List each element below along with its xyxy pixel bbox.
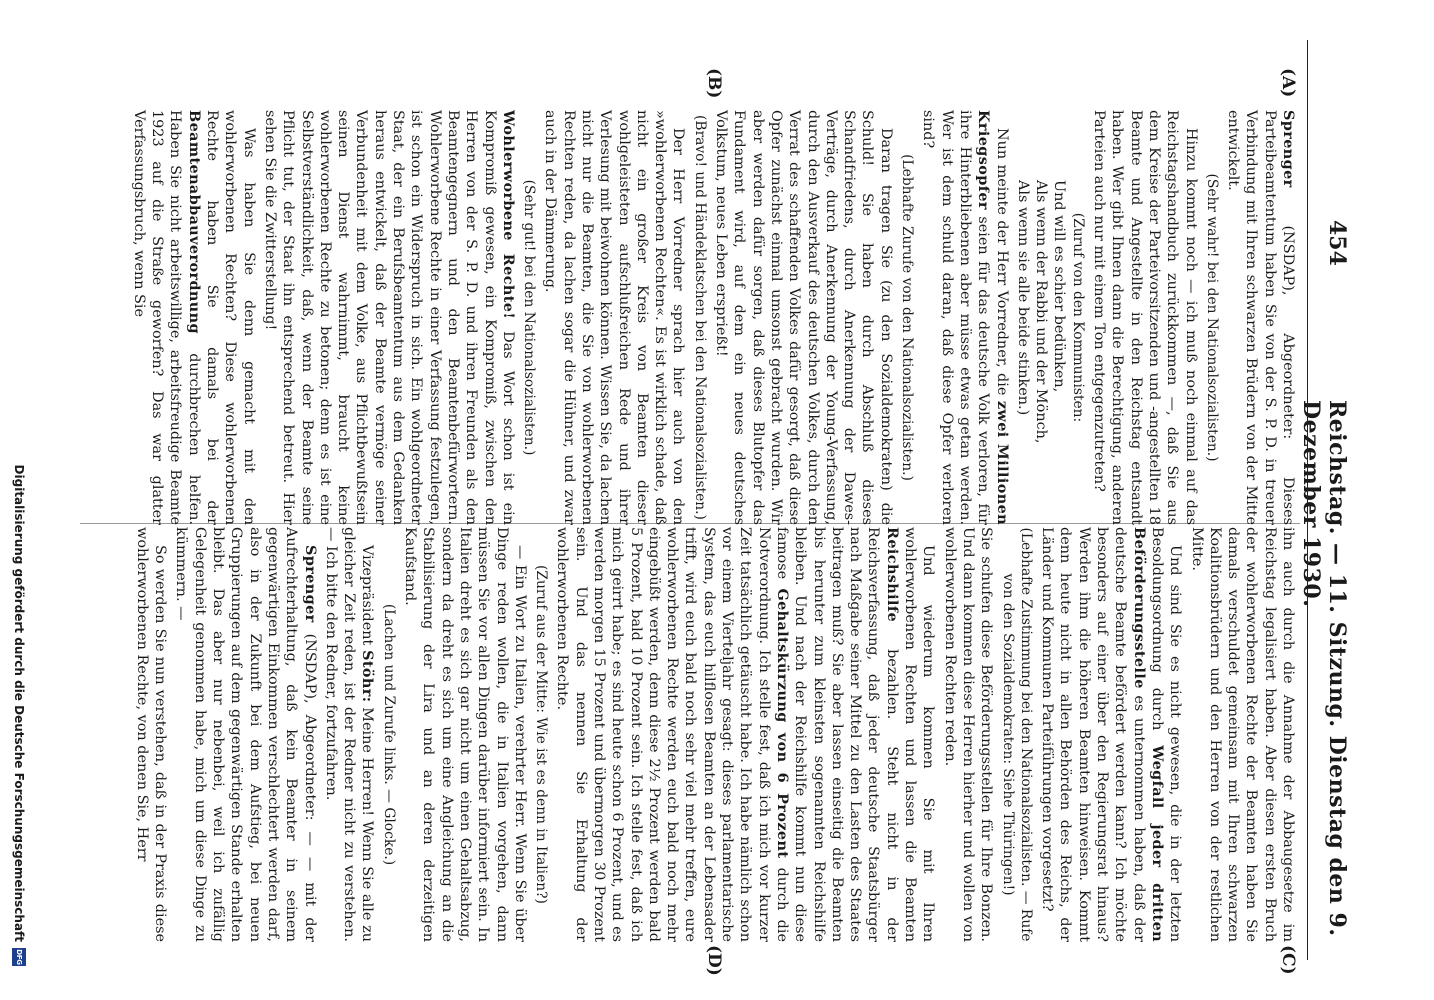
margin-marker-c: (C) <box>1278 945 1298 975</box>
paragraph-text: Was haben Sie denn gemacht mit den wohlerworbenen Rechten? Diese wohlerworbenen Rechte haben Sie damals bei der <box>204 110 257 525</box>
paragraph-text: Als wenn der Rabbi und der Mönch, <box>1033 180 1050 444</box>
right-interjection <box>379 527 397 942</box>
paragraph-text: Und will es schier bedünken, <box>1051 180 1068 393</box>
emphasis-text: Beamtenabbauverordnung <box>185 110 203 334</box>
emphasis-text: Reichshilfe <box>883 527 901 623</box>
left-paragraph <box>1090 110 1200 525</box>
emphasis-text: Wegfall jeder dritten Beförderungsstelle <box>1130 527 1166 942</box>
paragraph-text: Und sind Sie es nicht gewesen, die in der letzten Besoldungsordnung durch <box>1148 527 1184 942</box>
left-paragraph <box>1224 110 1297 525</box>
left-interjection <box>691 110 709 525</box>
right-paragraph <box>1187 527 1297 942</box>
paragraph-text: (Sehr wahr! bei den Nationalsozialisten.) <box>1203 173 1220 462</box>
left-paragraph <box>261 110 517 525</box>
margin-marker-b: (B) <box>704 68 724 99</box>
right-paragraph <box>322 527 377 942</box>
paragraph-text: (Zuruf aus der Mitte: Wie ist es denn in Italien?) <box>533 565 550 904</box>
speaker-name: Sprenger <box>1280 110 1297 188</box>
credit-text: Digitalisierung gefördert durch die Deutsche Forschungsgemeinschaft <box>12 464 26 942</box>
paragraph-text-continued: es unternommen haben, daß der deutsche Beamte befördert werden kann? Ich möchte besonders auf einer über den Regierungsrat hinaus? Werden ihm die höheren Beamten hinweisen. Kommt denn heute nicht in allen Behörden des Reichs, der Länder und Kommunen Parteiführungen vorgesetzt? <box>1039 527 1147 942</box>
left-paragraph <box>541 110 687 525</box>
emphasis-text: Gehaltskürzung von 6 Prozent <box>773 588 791 859</box>
right-interjection <box>998 527 1035 942</box>
paragraph-text-continued: seien für das deutsche Volk verloren, für ihre Hinterbliebenen aber müsse etwas getan werden. Wer ist dem schuld daran, daß diese Opfer verloren sind? <box>920 110 992 525</box>
left-column <box>130 110 1300 525</box>
paragraph-text: Hinzu kommt noch — ich muß noch einmal auf das Reichstagshandbuch zurückkommen —, daß Sie aus dem Kreise der Parteivorsitzenden und -angestellten 18 Beamte und Angestellte in den Reichstag entsandt haben. Wer gibt Ihnen dann die Berechtigung, anderen Parteien auch nur mit einem Ton entgegenzutreten? <box>1091 110 1199 525</box>
paragraph-text: (Lebhafte Zurufe von den Nationalsozialisten.) <box>899 154 916 481</box>
right-paragraph <box>401 527 529 942</box>
margin-marker-d: (D) <box>704 945 724 976</box>
left-verse-line <box>1032 110 1050 525</box>
paragraph-text: Der Herr Vorredner sprach hier auch von den »wohlerworbenen Rechten«. Es ist wirklich schade, daß nicht ein großer Kreis von Beamten dieser wohlgeleisteten aufschlußreichen Rede und ihrer Verlesung mit beiwohnen können. Wissen Sie, da lachen nicht nur die Beamten, die Sie von wohlerworbenen Rechten reden, da lachen sogar die Hühner, und zwar auch in der Dämmerung. <box>542 110 687 525</box>
right-paragraph <box>940 527 995 942</box>
paragraph-text: Sie schufen diese Beförderungsstellen für Ihre Bonzen. Und dann kommen diese Herren hierher und wollen von wohlerworbenen Rechten reden. <box>941 527 995 942</box>
left-verse-line <box>1050 110 1068 525</box>
margin-marker-a: (A) <box>1278 68 1298 98</box>
left-verse-line <box>1014 110 1032 525</box>
paragraph-text-continued: durch die Notverordnung. Ich stelle fest, daß ich mich vor kurzer Zeit tatsächlich getäuscht habe. Ich habe nämlich schon vor einem Vierteljahr gesagt: dieses parlamentarische System, das euch hilflosen Beamten an der Lebensader trifft, wird euch bald noch sehr viel mehr treffen, eure wohlerworbenen Rechte werden euch bald noch mehr eingebüßt werden, denn diese 2½ Prozent werden bald 5 Prozent, bald 10 Prozent sein. Ich stelle fest, daß ich mich geirrt habe; es sind heute schon 6 Prozent, und es werden morgen 15 Prozent und übermorgen 30 Prozent sein. Und das nennen Sie Erhaltung der wohlerworbenen Rechte. <box>554 527 790 943</box>
paragraph-text: — Ein Wort zu Italien, verehrter Herr. Wenn Sie über Dinge reden wollen, die in Italien vorgehen, dann müssen Sie vor allen Dingen darüber informiert sein. In Italien dreht es sich gar nicht um einen Gehaltsabzug, sondern da dreht es sich um eine Angleichung an die Stabilisierung der Lira und an deren derzeitigen Kaufstand. <box>402 527 528 942</box>
left-interjection <box>520 110 538 525</box>
paragraph-text: (Bravo! und Händeklatschen bei den Nationalsozialisten.) <box>691 115 708 520</box>
dfg-logo: DFG <box>12 948 26 966</box>
paragraph-text: (Lebhafte Zustimmung bei den Nationalsozialisten. — Rufe von den Sozialdemokraten: Siehe Thüringen!) <box>999 527 1034 942</box>
paragraph-text: Als wenn sie alle beide stinken.) <box>1014 180 1031 416</box>
emphasis-text: Sprenger <box>301 545 319 623</box>
digitization-credit <box>8 6 30 966</box>
left-paragraph <box>712 110 895 525</box>
right-paragraph <box>553 527 937 942</box>
paragraph-text-continued: durchbrechen helfen. Haben Sie nicht arbeitswillige, arbeitsfreudige Beamte 1923 auf die Straße geworfen? Das war glatter Verfassungsbruch, wenn Sie <box>130 110 202 525</box>
paragraph-text: (Zuruf von den Kommunisten: <box>1069 212 1086 423</box>
right-paragraph <box>1038 527 1184 942</box>
left-paragraph <box>919 110 1010 525</box>
left-paragraph <box>130 110 258 525</box>
paragraph-text: ihn auch durch die Annahme der Abbaugesetze im Reichstag legalisiert haben. Aber diesen ersten Bruch der wohlerworbenen Rechte der Beamten haben Sie damals verschuldet gemeinsam mit Ihren schwarzen Koalitionsbrüdern und den Herren von der restlichen Mitte. <box>1188 527 1296 942</box>
paragraph-text: (Sehr gut! bei den Nationalsozialisten.) <box>521 179 538 456</box>
paragraph-text: (Lachen und Zurufe links. — Glocke.) <box>380 603 397 866</box>
left-interjection <box>898 110 916 525</box>
paragraph-text: Vizepräsident <box>359 545 376 651</box>
left-interjection <box>1068 110 1086 525</box>
paragraph-text-continued: (NSDAP), Abgeordneter: — — mit der Aufrechterhaltung, daß kein Beamter in seinem gegenwärtigen Einkommen verschlechtert werden darf, also in der Zukunft bei dem Aufstieg, bei neuen Gruppierungen auf dem gegenwärtigen Stande erhalten bleibt. Das aber nur nebenbei, weil ich zufällig Gelegenheit genommen habe, mich um diese Dinge zu kümmern. — <box>173 527 318 942</box>
paragraph-text: Und wiederum kommen Sie mit Ihren wohlerworbenen Rechten und lassen die Beamten <box>902 527 937 942</box>
paragraph-text: Nun meinte der Herr Vorredner, die <box>993 128 1010 401</box>
page-header <box>1298 40 1354 960</box>
emphasis-text: zwei Millionen Kriegsopfer <box>975 110 1011 525</box>
paragraph-text: Das Wort schon ist ein Kompromiß gewesen, ein Kompromiß, zwischen den Herren von der S. P. D. und ihren Freunden als den Beamtengegnern und den Beamtenbefürwortern. Wohlerworbene Rechte in einer Verfassung festzulegen, ist schon ein Widerspruch in sich. Ein wohlgeordneter Staat, der ein Berufsbeamtentum aus dem Gedanken heraus entwickelt, daß der Beamte vermöge seiner Verbundenheit mit dem Volke, aus Pflichtbewußtsein seinen Dienst wahrnimmt, braucht keine wohlerworbenen Rechte zu betonen; denn es ist eine Selbstverständlichkeit, daß, wenn der Beamte seine Pflicht tut, der Staat ihn entsprechend betreut. Hier sehen Sie die Zwitterstellung! <box>261 110 516 525</box>
paragraph-text-continued: Meine Herren! Wenn Sie alle zu gleicher Zeit reden, ist der Redner nicht zu verstehen. — Ich bitte den Redner, fortzufahren. <box>322 527 376 942</box>
paragraph-text: Daran tragen Sie (zu den Sozialdemokraten) die Schuld! Sie haben durch Abschluß dieses Schandfriedens, durch Anerkennung der Dawes-Verträge, durch Anerkennung der Young-Verfassung, durch den Ausverkauf des deutschen Volkes, durch den Verrat des schaffenden Volkes dafür gesorgt, daß diese Opfer zunächst einmal umsonst gebracht wurden. Wir aber werden dafür sorgen, daß dieses Blutopfer das Fundament wird, auf dem ein neues deutsches Volkstum, neues Leben ersprießt! <box>713 110 894 525</box>
right-interjection <box>532 527 550 942</box>
right-paragraph <box>172 527 318 942</box>
page-number: 454 <box>1324 220 1350 266</box>
paragraph-text-continued: bezahlen. Steht nicht in der Reichsverfassung, daß jeder deutsche Staatsbürger nach Maßgabe seiner Mittel zu den Lasten des Staates beitragen muß? Sie aber lassen einseitig die Beamten bis herunter zum kleinsten sogenannten Reichshilfe bleiben. Und nach der Reichshilfe kommt nun diese famose <box>773 527 900 942</box>
right-column <box>133 527 1300 942</box>
speaker-name: Wohlerworbene Rechte! <box>499 110 517 320</box>
header-rule <box>1307 40 1308 960</box>
emphasis-text: Stöhr: <box>359 650 377 703</box>
paragraph-text: So werden Sie nun verstehen, daß in der Praxis diese wohlerworbenen Rechte, von denen Sie, Herr <box>133 527 169 942</box>
page-title: Reichstag. — 11. Sitzung. Dienstag den 9. Dezember 1930. <box>1298 400 1350 937</box>
left-interjection <box>1203 110 1221 525</box>
paragraph-text: (NSDAP), Abgeordneter: Dieses Parteibeamtentum haben Sie von der S. P. D. in treuer Verbindung mit Ihren schwarzen Brüdern von der Mitte entwickelt. <box>1225 110 1296 525</box>
right-paragraph <box>133 527 170 942</box>
